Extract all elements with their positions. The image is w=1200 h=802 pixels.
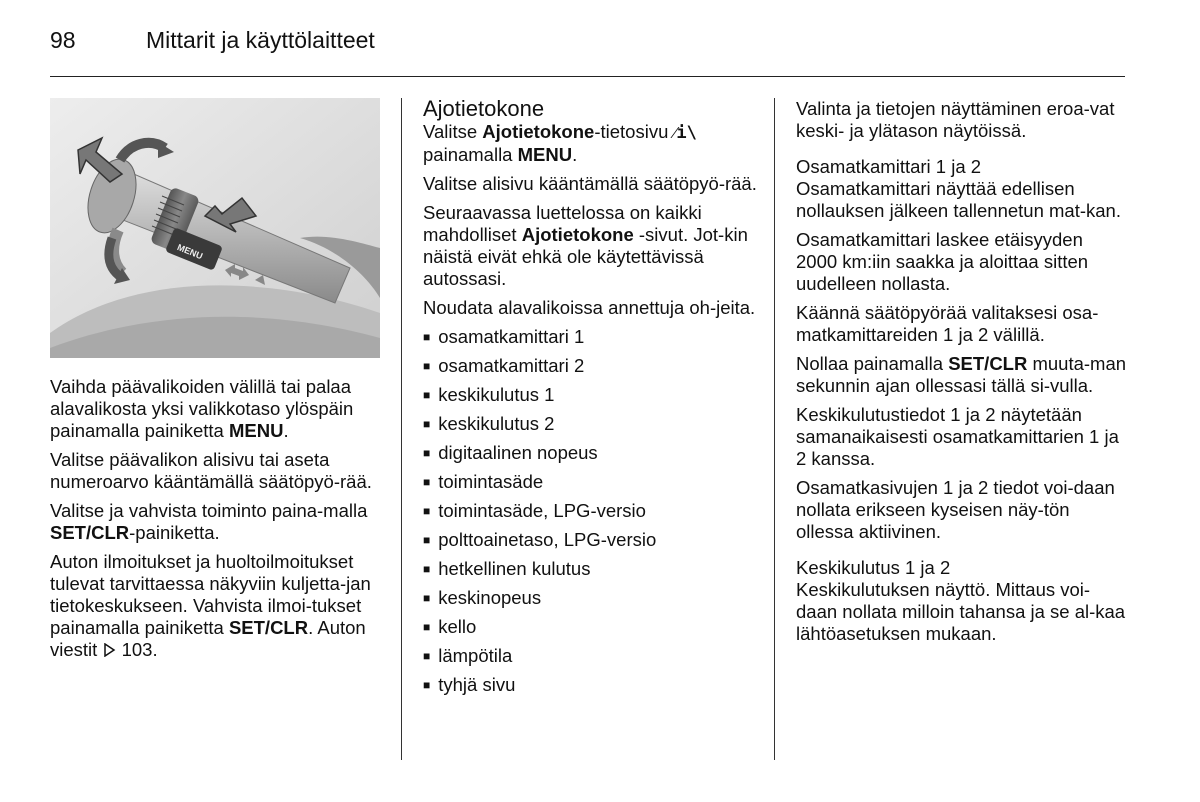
list-item: ■ digitaalinen nopeus (423, 442, 758, 471)
paragraph: Valinta ja tietojen näyttäminen eroa-vat keski- ja ylätason näytöissä. (796, 98, 1115, 141)
list-item: ■ hetkellinen kulutus (423, 558, 758, 587)
left-column (50, 376, 382, 668)
bold-term: MENU (517, 144, 573, 165)
paragraph (796, 353, 1128, 397)
bold-term: MENU (228, 420, 284, 441)
page-reference-icon (102, 643, 116, 657)
bold-term: SET/CLR (948, 353, 1028, 374)
text: Nollaa painamalla (796, 353, 949, 374)
column-divider (774, 98, 775, 760)
text: muuta-man sekunnin ajan ollessasi tällä si-vulla. (796, 353, 1127, 396)
text: Auton ilmoitukset ja huoltoilmoitukset tulevat tarvittaessa näkyviin kuljetta-jan tietokeskukseen. Vahvista ilmoi-tukset painamalla painiketta (50, 551, 371, 638)
paragraph (50, 500, 382, 544)
paragraph: Käännä säätöpyörää valitaksesi osa-matkamittareiden 1 ja 2 välillä. (796, 302, 1099, 345)
text: . (283, 420, 289, 441)
subheading: Osamatkamittari 1 ja 2 (796, 156, 982, 177)
page-reference: 103. (116, 639, 158, 660)
list-item: ■ lämpötila (423, 645, 758, 674)
paragraph: Valitse alisivu kääntämällä säätöpyö-rää. (423, 173, 757, 194)
text: -sivut. Jot-kin näistä eivät ehkä ole käytettävissä autossasi. (423, 224, 748, 289)
text: -painiketta. (129, 522, 220, 543)
list-item: ■ keskinopeus (423, 587, 758, 616)
bold-term: Ajotietokone (482, 121, 595, 142)
page-list (423, 326, 758, 703)
bold-term: SET/CLR (50, 522, 130, 543)
trip-computer-icon: ⁄i\ (673, 123, 697, 143)
stalk-illustration (50, 98, 380, 358)
paragraph (423, 121, 758, 166)
paragraph: Noudata alavalikoissa annettuja oh-jeita. (423, 297, 756, 318)
middle-column (423, 97, 758, 703)
column-divider (401, 98, 402, 760)
paragraph: Osamatkamittari laskee etäisyyden 2000 km:iin saakka ja aloittaa sitten uudelleen nollasta. (796, 229, 1089, 294)
paragraph: Osamatkasivujen 1 ja 2 tiedot voi-daan nollata erikseen kyseisen näy-tön ollessa aktiivinen. (796, 477, 1115, 542)
list-item: ■ osamatkamittari 1 (423, 326, 758, 355)
text: painamalla (423, 144, 518, 165)
list-item: ■ tyhjä sivu (423, 674, 758, 703)
paragraph (423, 202, 758, 290)
paragraph (50, 551, 382, 661)
menu-button-label: MENU (175, 242, 205, 262)
list-item: ■ toimintasäde, LPG-versio (423, 500, 758, 529)
bold-term: SET/CLR (228, 617, 309, 638)
list-item: ■ toimintasäde (423, 471, 758, 500)
text: Vaihda päävalikoiden välillä tai palaa alavalikosta yksi valikkotaso ylöspäin painamalla painiketta (50, 376, 354, 441)
bold-term: Ajotietokone (521, 224, 634, 245)
list-item: ■ kello (423, 616, 758, 645)
paragraph: Valitse päävalikon alisivu tai aseta numeroarvo kääntämällä säätöpyö-rää. (50, 449, 372, 492)
list-item: ■ osamatkamittari 2 (423, 355, 758, 384)
paragraph: Keskikulutustiedot 1 ja 2 näytetään samanaikaisesti osamatkamittarien 1 ja 2 kanssa. (796, 404, 1119, 469)
text: -tietosivu (594, 121, 674, 142)
text: . (572, 144, 578, 165)
section-heading: Ajotietokone (423, 96, 545, 121)
list-item: ■ keskikulutus 2 (423, 413, 758, 442)
text: Valitse (423, 121, 483, 142)
list-item: ■ keskikulutus 1 (423, 384, 758, 413)
paragraph: Keskikulutuksen näyttö. Mittaus voi-daan nollata milloin tahansa ja se al-kaa lähtöasetuksen mukaan. (796, 579, 1126, 644)
text: Seuraavassa luettelossa on kaikki mahdolliset (423, 202, 702, 245)
header-divider (50, 76, 1125, 77)
page-title: Mittarit ja käyttölaitteet (146, 27, 375, 53)
paragraph: Osamatkamittari näyttää edellisen nollauksen jälkeen tallennetun mat-kan. (796, 178, 1121, 221)
subheading: Keskikulutus 1 ja 2 (796, 557, 951, 578)
page-number: 98 (50, 27, 76, 53)
right-column (796, 98, 1128, 652)
text: . Auton viestit (50, 617, 366, 660)
text: Valitse ja vahvista toiminto paina-malla (50, 500, 368, 521)
paragraph (50, 376, 382, 442)
list-item: ■ polttoainetaso, LPG-versio (423, 529, 758, 558)
